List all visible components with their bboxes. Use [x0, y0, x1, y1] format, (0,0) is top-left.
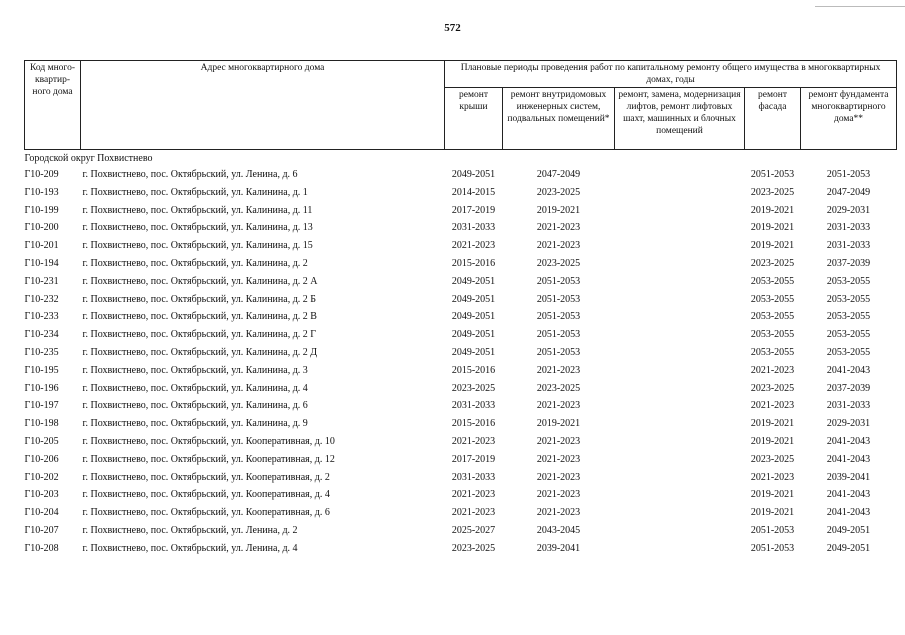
row-address: г. Похвистнево, пос. Октябрьский, ул. Калинина, д. 2 А: [82, 275, 318, 287]
row-foundation: 2051-2053: [826, 169, 871, 180]
row-address: г. Похвистнево, пос. Октябрьский, ул. Кооперативная, д. 6: [82, 507, 330, 519]
row-code: Г10-205: [24, 435, 59, 447]
row-facade: 2023-2025: [750, 453, 795, 465]
row-foundation: 2041-2043: [826, 507, 871, 519]
row-engineering: 2021-2023: [536, 222, 581, 234]
row-lifts: [615, 362, 745, 380]
row-lifts: [615, 380, 745, 398]
row-engineering: 2051-2053: [536, 275, 581, 287]
row-address: г. Похвистнево, пос. Октябрьский, ул. Калинина, д. 9: [82, 418, 308, 430]
row-address: г. Похвистнево, пос. Октябрьский, ул. Калинина, д. 2 Д: [82, 346, 318, 358]
row-facade: 2051-2053: [750, 169, 795, 180]
row-roof: 2014-2015: [451, 186, 496, 198]
row-foundation: 2031-2033: [826, 400, 871, 412]
row-code: Г10-208: [24, 542, 59, 554]
table-row: [25, 504, 897, 522]
row-code: Г10-197: [24, 400, 59, 412]
row-foundation: 2037-2039: [826, 382, 871, 394]
row-code: Г10-198: [24, 418, 59, 430]
row-engineering: 2051-2053: [536, 311, 581, 323]
row-code: Г10-201: [24, 240, 59, 252]
row-code: Г10-203: [24, 489, 59, 501]
row-roof: 2049-2051: [451, 169, 496, 180]
row-roof: 2021-2023: [451, 240, 496, 252]
table-row: [25, 415, 897, 433]
row-lifts: [615, 522, 745, 540]
header-periods: Плановые периоды проведения работ по капитальному ремонту общего имущества в многоквартирных домах, годы: [445, 61, 897, 88]
row-lifts: [615, 291, 745, 309]
row-facade: 2023-2025: [750, 382, 795, 394]
row-code: Г10-234: [24, 329, 59, 341]
row-engineering: 2047-2049: [536, 169, 581, 180]
row-roof: 2049-2051: [451, 329, 496, 341]
table-row: [25, 291, 897, 309]
row-code: Г10-200: [24, 222, 59, 234]
row-lifts: [615, 326, 745, 344]
row-roof: 2021-2023: [451, 507, 496, 519]
row-foundation: 2053-2055: [826, 329, 871, 341]
row-lifts: [615, 166, 745, 184]
table-row: [25, 202, 897, 220]
row-lifts: [615, 184, 745, 202]
row-roof: 2049-2051: [451, 293, 496, 305]
row-engineering: 2019-2021: [536, 204, 581, 216]
row-code: Г10-233: [24, 311, 59, 323]
header-foundation: ремонт фундамента многоквартирного дома**: [801, 88, 897, 150]
row-address: г. Похвистнево, пос. Октябрьский, ул. Кооперативная, д. 2: [82, 471, 330, 483]
row-foundation: 2047-2049: [826, 186, 871, 198]
row-roof: 2021-2023: [451, 435, 496, 447]
row-roof: 2015-2016: [451, 364, 496, 376]
row-address: г. Похвистнево, пос. Октябрьский, ул. Калинина, д. 2: [82, 257, 308, 269]
table-row: [25, 486, 897, 504]
row-code: Г10-235: [24, 346, 59, 358]
row-address: г. Похвистнево, пос. Октябрьский, ул. Ленина, д. 6: [82, 169, 298, 180]
table-row: [25, 326, 897, 344]
row-code: Г10-231: [24, 275, 59, 287]
row-lifts: [615, 451, 745, 469]
row-lifts: [615, 273, 745, 291]
table-header: [25, 61, 897, 150]
table-row: [25, 344, 897, 362]
row-address: г. Похвистнево, пос. Октябрьский, ул. Калинина, д. 6: [82, 400, 308, 412]
row-engineering: 2019-2021: [536, 418, 581, 430]
row-facade: 2051-2053: [750, 542, 795, 554]
row-roof: 2049-2051: [451, 275, 496, 287]
row-roof: 2031-2033: [451, 400, 496, 412]
row-address: г. Похвистнево, пос. Октябрьский, ул. Калинина, д. 11: [82, 204, 313, 216]
row-facade: 2051-2053: [750, 524, 795, 536]
header-facade: ремонт фасада: [745, 88, 801, 150]
table-row: [25, 469, 897, 487]
row-engineering: 2023-2025: [536, 257, 581, 269]
row-address: г. Похвистнево, пос. Октябрьский, ул. Ленина, д. 4: [82, 542, 298, 554]
row-facade: 2019-2021: [750, 240, 795, 252]
row-address: г. Похвистнево, пос. Октябрьский, ул. Ленина, д. 2: [82, 524, 298, 536]
row-address: г. Похвистнево, пос. Октябрьский, ул. Кооперативная, д. 4: [82, 489, 330, 501]
row-facade: 2019-2021: [750, 435, 795, 447]
row-code: Г10-199: [24, 204, 59, 216]
row-code: Г10-194: [24, 257, 59, 269]
table-row: [25, 255, 897, 273]
row-foundation: 2041-2043: [826, 489, 871, 501]
row-code: Г10-232: [24, 293, 59, 305]
row-roof: 2023-2025: [451, 542, 496, 554]
row-roof: 2031-2033: [451, 222, 496, 234]
row-lifts: [615, 255, 745, 273]
row-address: г. Похвистнево, пос. Октябрьский, ул. Калинина, д. 3: [82, 364, 308, 376]
table-row: [25, 397, 897, 415]
row-lifts: [615, 540, 745, 558]
row-foundation: 2031-2033: [826, 240, 871, 252]
row-engineering: 2021-2023: [536, 364, 581, 376]
row-lifts: [615, 415, 745, 433]
row-foundation: 2031-2033: [826, 222, 871, 234]
row-code: Г10-193: [24, 186, 59, 198]
row-facade: 2019-2021: [750, 204, 795, 216]
row-lifts: [615, 219, 745, 237]
row-address: г. Похвистнево, пос. Октябрьский, ул. Калинина, д. 2 Б: [82, 293, 317, 305]
row-facade: 2021-2023: [750, 471, 795, 483]
table-body: [25, 150, 897, 558]
row-engineering: 2051-2053: [536, 293, 581, 305]
row-engineering: 2021-2023: [536, 489, 581, 501]
table-row: [25, 540, 897, 558]
scan-artifact-line: [815, 6, 905, 7]
row-facade: 2019-2021: [750, 507, 795, 519]
row-address: г. Похвистнево, пос. Октябрьский, ул. Кооперативная, д. 12: [82, 453, 335, 465]
row-foundation: 2041-2043: [826, 364, 871, 376]
row-facade: 2023-2025: [750, 257, 795, 269]
row-facade: 2019-2021: [750, 418, 795, 430]
group-title: Городской округ Похвистнево: [24, 152, 153, 164]
row-code: Г10-207: [24, 524, 59, 536]
header-engineering: ремонт внутридомовых инженерных систем, подвальных помещений*: [503, 88, 615, 150]
row-code: Г10-196: [24, 382, 59, 394]
row-foundation: 2053-2055: [826, 311, 871, 323]
row-foundation: 2053-2055: [826, 346, 871, 358]
row-facade: 2053-2055: [750, 293, 795, 305]
row-facade: 2023-2025: [750, 186, 795, 198]
table-row: [25, 308, 897, 326]
header-address: Адрес многоквартирного дома: [81, 61, 445, 150]
row-code: Г10-209: [24, 169, 59, 180]
row-engineering: 2051-2053: [536, 329, 581, 341]
row-roof: 2015-2016: [451, 418, 496, 430]
row-engineering: 2021-2023: [536, 507, 581, 519]
table-row: [25, 184, 897, 202]
row-engineering: 2021-2023: [536, 400, 581, 412]
row-lifts: [615, 237, 745, 255]
row-engineering: 2023-2025: [536, 382, 581, 394]
row-address: г. Похвистнево, пос. Октябрьский, ул. Калинина, д. 1: [82, 186, 308, 198]
row-facade: 2053-2055: [750, 346, 795, 358]
table-row: [25, 522, 897, 540]
row-foundation: 2053-2055: [826, 275, 871, 287]
row-foundation: 2029-2031: [826, 204, 871, 216]
row-roof: 2049-2051: [451, 346, 496, 358]
page-number: 572: [444, 22, 461, 34]
row-lifts: [615, 504, 745, 522]
row-address: г. Похвистнево, пос. Октябрьский, ул. Калинина, д. 4: [82, 382, 308, 394]
row-foundation: 2041-2043: [826, 435, 871, 447]
row-address: г. Похвистнево, пос. Октябрьский, ул. Кооперативная, д. 10: [82, 435, 335, 447]
row-engineering: 2051-2053: [536, 346, 581, 358]
row-facade: 2053-2055: [750, 329, 795, 341]
row-roof: 2031-2033: [451, 471, 496, 483]
row-lifts: [615, 397, 745, 415]
capital-repair-table: [24, 60, 897, 558]
row-address: г. Похвистнево, пос. Октябрьский, ул. Калинина, д. 13: [82, 222, 313, 234]
row-lifts: [615, 202, 745, 220]
row-roof: 2017-2019: [451, 453, 496, 465]
row-facade: 2053-2055: [750, 311, 795, 323]
header-lifts: ремонт, замена, модернизация лифтов, ремонт лифтовых шахт, машинных и блочных помещений: [615, 88, 745, 150]
row-engineering: 2023-2025: [536, 186, 581, 198]
table-row: [25, 219, 897, 237]
row-roof: 2021-2023: [451, 489, 496, 501]
row-facade: 2021-2023: [750, 364, 795, 376]
row-address: г. Похвистнево, пос. Октябрьский, ул. Калинина, д. 2 Г: [82, 329, 317, 341]
row-facade: 2019-2021: [750, 222, 795, 234]
row-address: г. Похвистнево, пос. Октябрьский, ул. Калинина, д. 2 В: [82, 311, 317, 323]
row-engineering: 2021-2023: [536, 435, 581, 447]
table-row: [25, 273, 897, 291]
row-lifts: [615, 433, 745, 451]
row-lifts: [615, 469, 745, 487]
table-row: [25, 380, 897, 398]
table-row: [25, 166, 897, 184]
row-engineering: 2021-2023: [536, 240, 581, 252]
row-roof: 2025-2027: [451, 524, 496, 536]
table-row: [25, 433, 897, 451]
row-lifts: [615, 308, 745, 326]
table-row: [25, 237, 897, 255]
header-code: Код много-квартир-ного дома: [25, 61, 81, 150]
row-foundation: 2049-2051: [826, 542, 871, 554]
row-roof: 2015-2016: [451, 257, 496, 269]
row-foundation: 2041-2043: [826, 453, 871, 465]
row-facade: 2053-2055: [750, 275, 795, 287]
table-row: [25, 451, 897, 469]
row-foundation: 2049-2051: [826, 524, 871, 536]
row-address: г. Похвистнево, пос. Октябрьский, ул. Калинина, д. 15: [82, 240, 313, 252]
table-row: [25, 362, 897, 380]
row-roof: 2023-2025: [451, 382, 496, 394]
row-foundation: 2039-2041: [826, 471, 871, 483]
row-engineering: 2039-2041: [536, 542, 581, 554]
row-code: Г10-202: [24, 471, 59, 483]
row-engineering: 2021-2023: [536, 453, 581, 465]
row-facade: 2021-2023: [750, 400, 795, 412]
row-foundation: 2037-2039: [826, 257, 871, 269]
row-roof: 2049-2051: [451, 311, 496, 323]
row-lifts: [615, 344, 745, 362]
header-roof: ремонт крыши: [445, 88, 503, 150]
row-code: Г10-206: [24, 453, 59, 465]
row-code: Г10-204: [24, 507, 59, 519]
row-roof: 2017-2019: [451, 204, 496, 216]
row-foundation: 2053-2055: [826, 293, 871, 305]
row-facade: 2019-2021: [750, 489, 795, 501]
row-foundation: 2029-2031: [826, 418, 871, 430]
row-lifts: [615, 486, 745, 504]
row-engineering: 2021-2023: [536, 471, 581, 483]
row-code: Г10-195: [24, 364, 59, 376]
row-engineering: 2043-2045: [536, 524, 581, 536]
